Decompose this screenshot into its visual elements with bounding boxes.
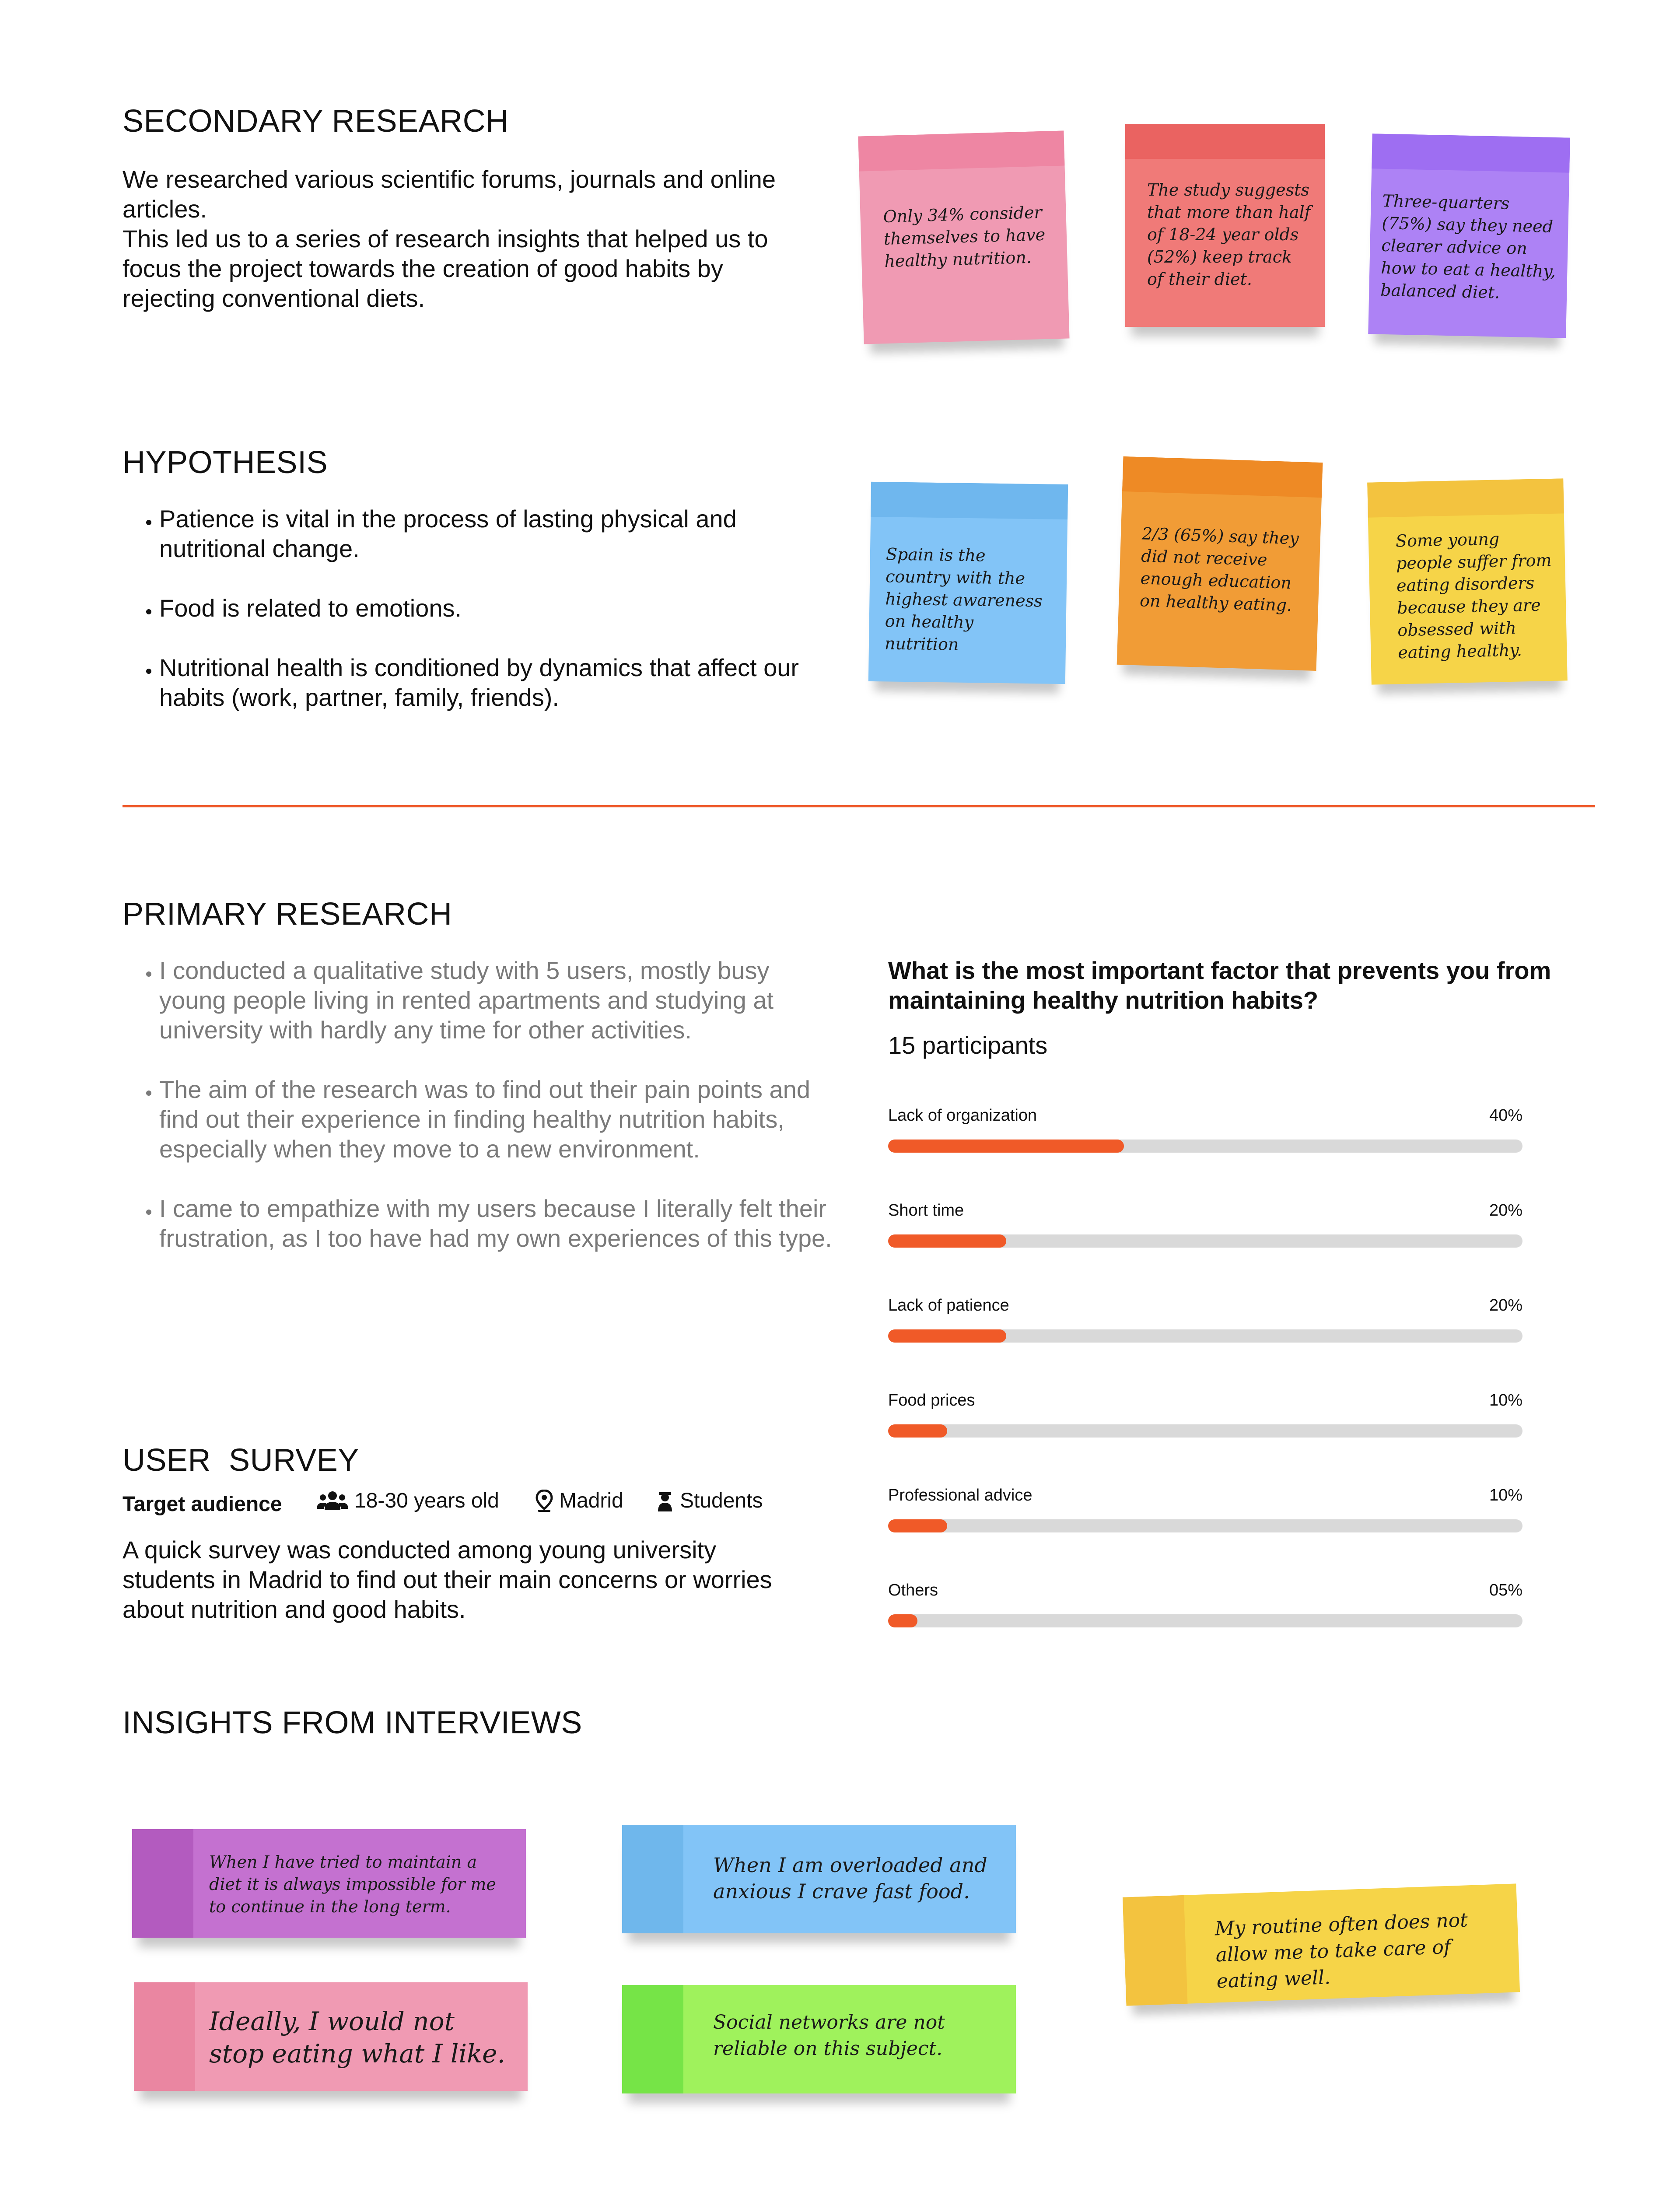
- secondary-research-text: [122, 165, 779, 313]
- secondary-paragraph-2: This led us to a series of research insights that helped us to focus the project towards the creation of good habits by rejecting conventional diets.: [122, 225, 768, 312]
- sticky-note-65-percent: 2/3 (65%) say they did not receive enough education on healthy eating.: [1117, 456, 1323, 671]
- audience-age: 18-30 years old: [317, 1489, 499, 1513]
- bar-value-label: 10%: [1489, 1486, 1522, 1504]
- audience-location: Madrid: [536, 1489, 623, 1513]
- insight-note-diet: When I have tried to maintain a diet it is always impossible for me to continue in the long term.: [132, 1829, 526, 1938]
- survey-description: A quick survey was conducted among young university students in Madrid to find out their main concerns or worries about nutrition and good habits.: [122, 1536, 772, 1623]
- bar-fill: [888, 1519, 947, 1532]
- group-icon: [317, 1490, 348, 1511]
- primary-bullet: • I conducted a qualitative study with 5 users, mostly busy young people living in rented apartments and studying at university with hardly any time for other activities.: [159, 956, 833, 1045]
- sticky-note-eating-disorders: Some young people suffer from eating disorders because they are obsessed with eating healthy.: [1367, 478, 1568, 684]
- bar-value-label: 05%: [1489, 1581, 1522, 1599]
- bar-track: [888, 1614, 1522, 1627]
- bar-value-label: 20%: [1489, 1201, 1522, 1220]
- hypothesis-bullet: • Food is related to emotions.: [159, 593, 824, 623]
- bar-label: Short time: [888, 1201, 964, 1220]
- audience-occupation: Students: [656, 1489, 763, 1513]
- section-divider: [122, 805, 1595, 807]
- bar-label: Professional advice: [888, 1486, 1032, 1504]
- secondary-paragraph-1: We researched various scientific forums, journals and online articles.: [122, 165, 776, 223]
- insights-title: INSIGHTS FROM INTERVIEWS: [122, 1705, 582, 1740]
- bar-label: Food prices: [888, 1391, 975, 1410]
- hypothesis-list: [122, 504, 824, 742]
- bar-track: [888, 1519, 1522, 1532]
- bar-track: [888, 1424, 1522, 1438]
- hypothesis-title: HYPOTHESIS: [122, 445, 328, 480]
- insight-note-routine: My routine often does not allow me to take care of eating well.: [1123, 1883, 1520, 2006]
- primary-bullet: • The aim of the research was to find out their pain points and find out their experience in finding healthy nutrition habits, especially when they move to a new environment.: [159, 1075, 833, 1164]
- bar-fill: [888, 1614, 917, 1627]
- sticky-note-34-percent: Only 34% consider themselves to have healthy nutrition.: [858, 131, 1069, 344]
- sticky-note-52-percent: The study suggests that more than half of 18-24 year olds (52%) keep track of their diet.: [1125, 124, 1325, 327]
- bar-value-label: 20%: [1489, 1296, 1522, 1315]
- bar-fill: [888, 1424, 947, 1438]
- bar-fill: [888, 1329, 1006, 1343]
- hypothesis-bullet: • Patience is vital in the process of lasting physical and nutritional change.: [159, 504, 824, 564]
- insight-note-eating: Ideally, I would not stop eating what I like.: [134, 1982, 528, 2091]
- bar-label: Others: [888, 1581, 938, 1599]
- sticky-note-spain: Spain is the country with the highest awareness on healthy nutrition: [868, 482, 1068, 684]
- bar-label: Lack of patience: [888, 1296, 1009, 1315]
- sticky-note-75-percent: Three-quarters (75%) say they need clearer advice on how to eat a healthy, balanced diet.: [1368, 133, 1570, 338]
- bar-value-label: 40%: [1489, 1106, 1522, 1125]
- student-icon: [656, 1490, 674, 1512]
- insight-note-social-networks: Social networks are not reliable on this subject.: [622, 1985, 1016, 2093]
- target-audience-label: Target audience: [122, 1493, 282, 1516]
- user-survey-title: USER SURVEY: [122, 1443, 359, 1478]
- bar-track: [888, 1140, 1522, 1153]
- bar-fill: [888, 1140, 1124, 1153]
- location-pin-icon: [536, 1490, 553, 1512]
- bar-value-label: 10%: [1489, 1391, 1522, 1410]
- primary-bullet: • I came to empathize with my users because I literally felt their frustration, as I too have had my own experiences of this type.: [159, 1194, 833, 1253]
- chart-participants: 15 participants: [888, 1031, 1048, 1059]
- primary-research-title: PRIMARY RESEARCH: [122, 897, 452, 932]
- insight-note-fast-food: When I am overloaded and anxious I crave fast food.: [622, 1825, 1016, 1933]
- bar-fill: [888, 1234, 1006, 1248]
- hypothesis-bullet: • Nutritional health is conditioned by dynamics that affect our habits (work, partner, family, friends).: [159, 653, 824, 712]
- primary-research-list: [122, 956, 833, 1283]
- bar-track: [888, 1234, 1522, 1248]
- bar-label: Lack of organization: [888, 1106, 1037, 1125]
- secondary-research-title: SECONDARY RESEARCH: [122, 104, 509, 139]
- bar-track: [888, 1329, 1522, 1343]
- chart-question: What is the most important factor that prevents you from maintaining healthy nutrition habits?: [888, 957, 1551, 1014]
